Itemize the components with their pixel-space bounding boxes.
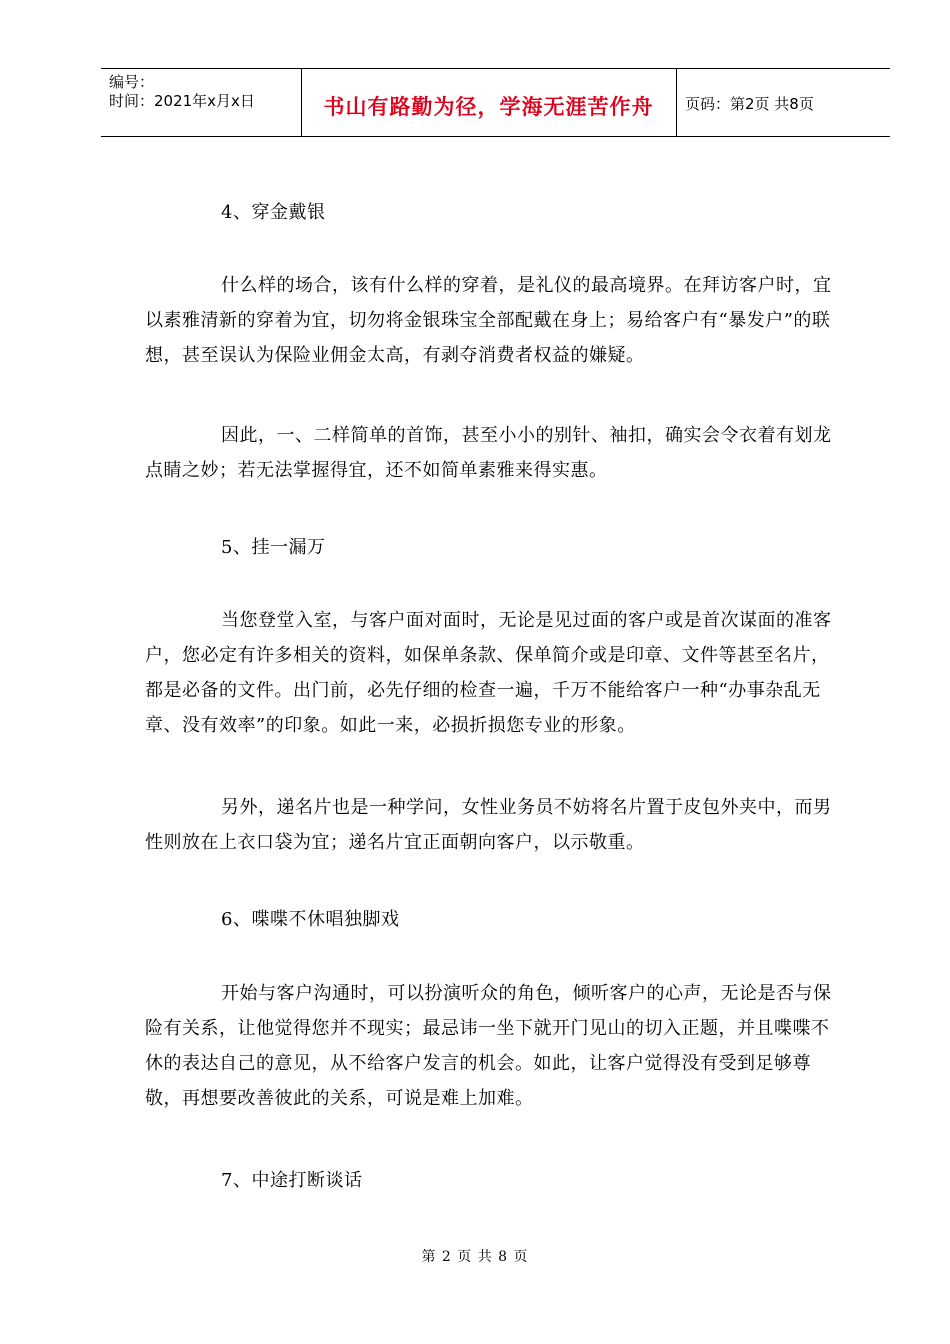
header-meta-cell	[101, 69, 302, 136]
section-heading-6: 6、喋喋不休唱独脚戏	[221, 909, 400, 930]
header-page-cell	[677, 69, 890, 136]
paragraph: 开始与客户沟通时，可以扮演听众的角色，倾听客户的心声，无论是否与保险有关系，让他觉得您并不现实；最忌讳一坐下就开门见山的切入正题，并且喋喋不休的表达自己的意见，从不给客户发言的机会。如此，让客户觉得没有受到足够尊敬，再想要改善彼此的关系，可说是难上加难。	[145, 983, 832, 1109]
header-motto-cell	[301, 69, 677, 136]
page-footer: 第 2 页 共 8 页	[421, 1249, 529, 1265]
paragraph: 因此，一、二样简单的首饰，甚至小小的别针、袖扣，确实会令衣着有划龙点睛之妙；若无法掌握得宜，还不如简单素雅来得实惠。	[145, 425, 832, 481]
paragraph: 另外，递名片也是一种学问，女性业务员不妨将名片置于皮包外夹中，而男性则放在上衣口袋为宜；递名片宜正面朝向客户，以示敬重。	[145, 797, 832, 853]
section-heading-7: 7、中途打断谈话	[221, 1170, 363, 1191]
section-heading-4: 4、穿金戴银	[221, 202, 326, 223]
paragraph: 什么样的场合，该有什么样的穿着，是礼仪的最高境界。在拜访客户时，宜以素雅清新的穿着为宜，切勿将金银珠宝全部配戴在身上；易给客户有“暴发户”的联想，甚至误认为保险业佣金太高，有剥夺消费者权益的嫌疑。	[145, 275, 832, 366]
paragraph: 当您登堂入室，与客户面对面时，无论是见过面的客户或是首次谋面的准客户，您必定有许多相关的资料，如保单条款、保单简介或是印章、文件等甚至名片，都是必备的文件。出门前，必先仔细的检查一遍，千万不能给客户一种“办事杂乱无章、没有效率”的印象。如此一来，必损折损您专业的形象。	[145, 610, 832, 736]
section-heading-5: 5、挂一漏万	[221, 537, 326, 558]
page-header	[101, 68, 890, 137]
header-motto: 书山有路勤为径，学海无涯苦作舟	[323, 95, 654, 119]
document-number-label: 编号：	[109, 73, 155, 91]
header-page-info: 页码：第2页 共8页	[685, 95, 814, 113]
document-date-label: 时间：2021年x月x日	[109, 92, 255, 110]
